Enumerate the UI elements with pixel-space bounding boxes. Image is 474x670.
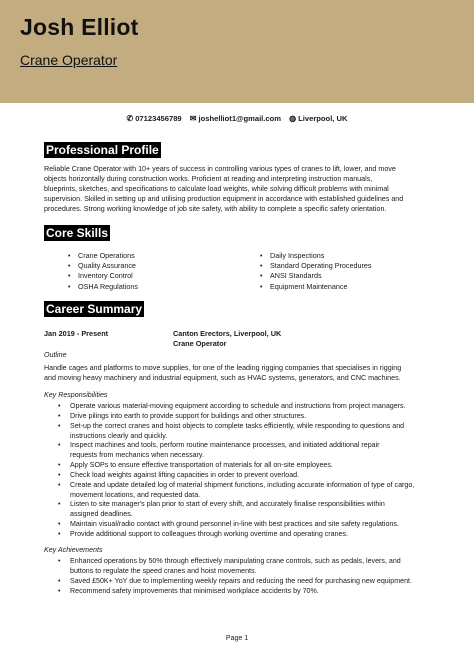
- bullet-line: assigned deadlines.: [70, 510, 133, 519]
- outline-label: Outline: [44, 351, 67, 359]
- responsibility-item: [58, 422, 432, 442]
- skill-item: • ANSI Standards: [260, 271, 372, 281]
- skills-heading: Core Skills: [46, 226, 109, 240]
- bullet-line: • Drive pilings into earth to provide support for buildings and other structures.: [70, 411, 307, 420]
- job-title: Crane Operator: [173, 339, 227, 348]
- bullet-line: movement locations, and requested data.: [70, 490, 201, 499]
- responsibility-item: [58, 441, 432, 461]
- bullet-line: requests from mechanics when necessary.: [70, 451, 204, 460]
- phone-icon: ✆: [126, 114, 134, 123]
- bullet-line: buttons to regulate the speed cranes and hoist movements.: [70, 566, 257, 575]
- skill-item: • Standard Operating Procedures: [260, 261, 372, 271]
- bullet-line: • Inspect machines and tools, perform routine maintenance processes, and initiated additional repair: [70, 441, 380, 450]
- profile-line: procedures. Strong working knowledge of job site safety, with ability to complete a specific safety orientation.: [44, 204, 387, 213]
- responsibilities-list: [58, 402, 432, 540]
- profile-heading: Professional Profile: [46, 143, 159, 157]
- responsibility-item: [58, 520, 432, 530]
- responsibility-item: [58, 471, 432, 481]
- profile-text: [44, 165, 436, 215]
- globe-icon: ◍: [289, 114, 297, 123]
- outline-line: Handle cages and platforms to move supplies, for one of the leading rigging companies that specialises in rigging: [44, 364, 402, 372]
- achievement-item: [58, 557, 432, 577]
- bullet-line: instructions clearly and quickly.: [70, 431, 168, 440]
- career-heading: Career Summary: [46, 302, 143, 316]
- responsibility-item: [58, 402, 432, 412]
- outline-line: and moving heavy machinery and industrial equipment, such as HVAC systems, generators, and CNC machines.: [44, 373, 401, 382]
- responsibility-item: [58, 530, 432, 540]
- bullet-line: • Apply SOPs to ensure effective transportation of materials for all on-site employees.: [70, 461, 333, 470]
- skills-list-left: [68, 251, 138, 292]
- achievements-label: Key Achievements: [44, 546, 103, 554]
- bullet-line: • Maintain visual/radio contact with ground personnel in-line with best practices and site safety regulations.: [70, 520, 399, 529]
- skill-item: • Inventory Control: [68, 271, 138, 281]
- bullet-line: • Provide additional support to colleagues through working overtime and operating cranes.: [70, 529, 349, 538]
- bullet-line: • Create and update detailed log of material shipment functions, including accurate information of type of cargo,: [70, 480, 415, 489]
- contact-email[interactable]: [190, 114, 281, 123]
- bullet-line: • Operate various material-moving equipment according to schedule and instructions from project managers.: [70, 402, 406, 410]
- skill-item: • Daily Inspections: [260, 251, 372, 261]
- email-text: joshelliot1@gmail.com: [198, 114, 282, 123]
- bullet-line: • Recommend safety improvements that minimised workplace accidents by 70%.: [70, 586, 319, 595]
- bullet-line: • Check load weights against lifting capacities in order to prevent overload.: [70, 470, 300, 479]
- bullet-line: • Set-up the correct cranes and hoist objects to complete tasks efficiently, while responding to questions and: [70, 421, 405, 430]
- header-banner: [0, 0, 474, 103]
- bullet-line: • Listen to site manager's plan prior to start of every shift, and accurately finalise responsibilities within: [70, 500, 385, 509]
- phone-text: 07123456789: [135, 114, 182, 123]
- profile-line: objects horizontally during construction works. Proficient at reading and interpreting instruction manuals,: [44, 174, 373, 183]
- profile-line: blueprints, sketches, and specifications to calculate load weights, while solving difficult problems with minimal: [44, 184, 389, 193]
- contact-bar: [0, 114, 474, 123]
- profile-line: supervision. Skilled in setting up and utilising production equipment in accordance with established guidelines and: [44, 194, 404, 203]
- bullet-line: • Enhanced operations by 50% through effectively manipulating crane controls, such as pedals, levers, and: [70, 557, 401, 565]
- contact-phone[interactable]: [127, 114, 182, 123]
- skill-item: • Equipment Maintenance: [260, 282, 372, 292]
- achievements-list: [58, 557, 432, 596]
- skill-item: • Quality Assurance: [68, 261, 138, 271]
- email-icon: ✉: [189, 114, 197, 123]
- skill-item: • OSHA Regulations: [68, 282, 138, 292]
- responsibility-item: [58, 461, 432, 471]
- contact-location: [289, 114, 347, 123]
- responsibilities-label: Key Responsibilities: [44, 391, 108, 399]
- candidate-name: Josh Elliot: [20, 14, 139, 40]
- outline-text: [44, 364, 436, 384]
- job-company-block: [173, 329, 281, 349]
- skills-list-right: [260, 251, 372, 292]
- job-company: Canton Erectors, Liverpool, UK: [173, 329, 282, 338]
- location-text: Liverpool, UK: [298, 114, 348, 123]
- responsibility-item: [58, 500, 432, 520]
- profile-line: Reliable Crane Operator with 10+ years of success in controlling various types of cranes to lift, lower, and move: [44, 165, 396, 173]
- responsibility-item: [58, 412, 432, 422]
- job-date: Jan 2019 - Present: [44, 329, 109, 338]
- achievement-item: [58, 587, 432, 597]
- skill-item: • Crane Operations: [68, 251, 138, 261]
- bullet-line: • Saved £50K+ YoY due to implementing weekly repairs and reducing the need for purchasing new equipment.: [70, 576, 412, 585]
- achievement-item: [58, 577, 432, 587]
- candidate-role: Crane Operator: [20, 52, 118, 68]
- page-number: Page 1: [225, 635, 249, 642]
- responsibility-item: [58, 481, 432, 501]
